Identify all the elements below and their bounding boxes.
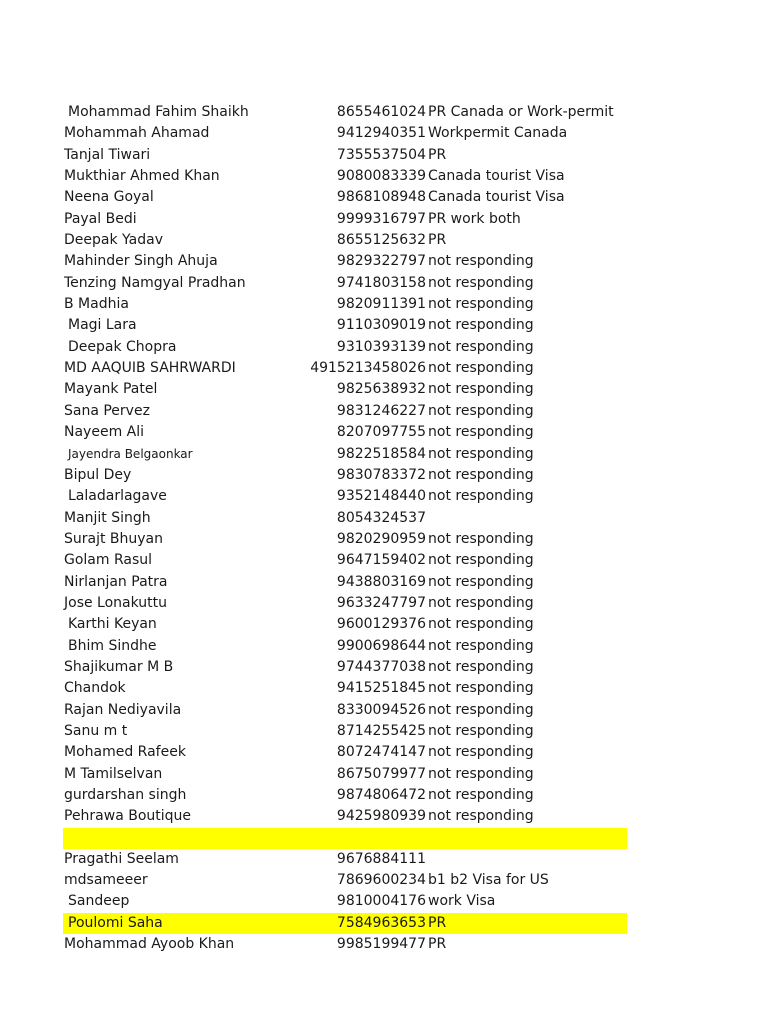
table-row — [63, 444, 627, 465]
contact-phone: 9831246227 — [336, 402, 426, 419]
table-row — [63, 315, 627, 336]
contact-phone: 7355537504 — [336, 146, 426, 163]
table-row — [63, 785, 627, 806]
contact-note: not responding — [428, 381, 534, 398]
contact-note: not responding — [428, 573, 534, 590]
table-row — [63, 337, 627, 358]
table-row — [63, 891, 627, 912]
contact-note: not responding — [428, 530, 534, 547]
contact-phone: 9999316797 — [336, 210, 426, 227]
highlighted-row — [63, 913, 627, 934]
contact-note: PR work both — [428, 210, 521, 227]
table-row — [63, 294, 627, 315]
contact-phone: 9352148440 — [336, 488, 426, 505]
contact-name: Chandok — [64, 680, 126, 697]
contact-phone: 9868108948 — [336, 189, 426, 206]
contact-note: Canada tourist Visa — [428, 168, 565, 185]
contact-note: not responding — [428, 787, 534, 803]
contact-phone: 9110309019 — [336, 317, 426, 334]
table-row — [63, 465, 627, 486]
contact-note: not responding — [428, 338, 534, 355]
contact-phone: 9633247797 — [336, 594, 426, 611]
contact-name: Sanu m t — [64, 722, 128, 739]
contact-name: Mohammad Ayoob Khan — [64, 936, 235, 953]
contact-phone: 9825638932 — [336, 381, 426, 398]
table-row — [63, 614, 627, 635]
table-row — [63, 700, 627, 721]
contact-name: Mukthiar Ahmed Khan — [64, 168, 220, 185]
table-row — [63, 742, 627, 763]
contact-note: PR — [428, 232, 447, 249]
contact-phone: 9810004176 — [336, 893, 426, 910]
contact-note: not responding — [428, 701, 534, 718]
contact-note: b1 b2 Visa for US — [428, 872, 549, 889]
contact-name: Surajt Bhuyan — [64, 530, 164, 547]
table-row — [63, 529, 627, 550]
table-row — [63, 849, 627, 870]
contact-phone: 8655461024 — [336, 104, 426, 120]
contact-name: Laladarlagave — [68, 488, 167, 505]
table-row — [63, 636, 627, 657]
table-row — [63, 187, 627, 208]
contact-phone: 9822518584 — [336, 445, 426, 462]
contact-note: Canada tourist Visa — [428, 189, 565, 206]
contact-note: not responding — [428, 488, 534, 505]
contact-name: Sana Pervez — [64, 402, 150, 419]
contact-note: not responding — [428, 296, 534, 313]
contact-name: Deepak Chopra — [68, 338, 177, 355]
table-row — [63, 486, 627, 507]
contact-note: PR — [428, 914, 447, 931]
contact-note: work Visa — [428, 893, 496, 910]
contact-note: not responding — [428, 253, 534, 270]
contact-phone: 8675079977 — [336, 765, 426, 782]
contact-note: not responding — [428, 317, 534, 334]
contact-phone: 9741803158 — [336, 274, 426, 291]
contact-note: not responding — [428, 808, 534, 825]
contact-phone: 8714255425 — [336, 722, 426, 739]
table-row — [63, 123, 627, 144]
contact-phone: 9829322797 — [336, 253, 426, 270]
contact-name: Jose Lonakuttu — [64, 594, 168, 611]
contact-note: not responding — [428, 765, 534, 782]
contact-name: MD AAQUIB SAHRWARDI — [64, 360, 236, 377]
contact-phone: 8054324537 — [336, 509, 426, 526]
contact-name: Golam Rasul — [64, 552, 153, 569]
contact-name: Poulomi Saha — [68, 914, 163, 931]
contact-note: not responding — [428, 594, 534, 611]
contact-name: Mohammah Ahamad — [64, 125, 210, 142]
contact-name: Mayank Patel — [64, 381, 158, 398]
table-row — [63, 593, 627, 614]
contact-note: not responding — [428, 552, 534, 569]
table-row — [63, 209, 627, 230]
contact-note: not responding — [428, 466, 534, 483]
contact-name: Pehrawa Boutique — [64, 808, 192, 825]
contact-phone: 9647159402 — [336, 552, 426, 569]
contact-phone: 7584963653 — [336, 914, 426, 931]
table-row — [63, 273, 627, 294]
contact-name: Mohamed Rafeek — [64, 744, 186, 761]
contact-name: Bhim Sindhe — [68, 637, 157, 654]
contact-note: not responding — [428, 424, 534, 441]
contact-name: Bipul Dey — [64, 466, 132, 483]
contact-phone: 9310393139 — [336, 338, 426, 355]
contact-name: Jayendra Belgaonkar — [68, 446, 193, 461]
contact-name: Pragathi Seelam — [64, 850, 179, 867]
table-row — [63, 572, 627, 593]
contact-phone: 9676884111 — [336, 850, 426, 867]
table-row — [63, 230, 627, 251]
contact-phone: 9080083339 — [336, 168, 426, 185]
table-row — [63, 870, 627, 891]
table-row — [63, 401, 627, 422]
contact-name: Payal Bedi — [64, 210, 137, 227]
contact-phone: 9600129376 — [336, 616, 426, 633]
contact-name: gurdarshan singh — [64, 787, 187, 803]
contact-name: Neena Goyal — [64, 189, 154, 206]
contact-name: Sandeep — [68, 893, 130, 910]
contact-name: Karthi Keyan — [68, 616, 157, 633]
contact-note: PR — [428, 146, 447, 163]
contact-name: Magi Lara — [68, 317, 137, 334]
contact-name: Nayeem Ali — [64, 424, 145, 441]
contact-note: not responding — [428, 274, 534, 291]
contact-note: PR Canada or Work-permit — [428, 104, 614, 120]
contact-note: not responding — [428, 658, 534, 675]
contact-name: Manjit Singh — [64, 509, 151, 526]
table-row — [63, 422, 627, 443]
contact-note: not responding — [428, 680, 534, 697]
contact-phone: 9830783372 — [336, 466, 426, 483]
contact-name: Mahinder Singh Ahuja — [64, 253, 218, 270]
contact-name: Tenzing Namgyal Pradhan — [64, 274, 246, 291]
contact-name: Nirlanjan Patra — [64, 573, 168, 590]
contact-name: Mohammad Fahim Shaikh — [68, 104, 249, 120]
contact-note: not responding — [428, 616, 534, 633]
contact-phone: 9820911391 — [336, 296, 426, 313]
table-row — [63, 721, 627, 742]
contact-phone: 9744377038 — [336, 658, 426, 675]
contact-phone: 9985199477 — [336, 936, 426, 953]
contact-note: not responding — [428, 402, 534, 419]
table-row — [63, 806, 627, 827]
contact-note: Workpermit Canada — [428, 125, 568, 142]
contact-note: not responding — [428, 722, 534, 739]
contact-name: M Tamilselvan — [64, 765, 163, 782]
separator-row — [63, 828, 627, 849]
table-row — [63, 379, 627, 400]
table-row — [63, 934, 627, 955]
table-row — [63, 657, 627, 678]
contact-name: Shajikumar M B — [64, 658, 174, 675]
contact-name: Rajan Nediyavila — [64, 701, 182, 718]
contact-note: not responding — [428, 637, 534, 654]
contact-phone: 9874806472 — [336, 787, 426, 803]
contact-phone: 4915213458026 — [310, 360, 426, 377]
contact-name: B Madhia — [64, 296, 129, 313]
contact-phone: 9415251845 — [336, 680, 426, 697]
contact-sheet — [63, 102, 627, 955]
contact-phone: 8655125632 — [336, 232, 426, 249]
contact-note: PR — [428, 936, 447, 953]
contact-note: not responding — [428, 744, 534, 761]
contact-name: mdsameeer — [64, 872, 148, 889]
contact-note: not responding — [428, 360, 534, 377]
table-row — [63, 764, 627, 785]
table-row — [63, 508, 627, 529]
contact-phone: 9900698644 — [336, 637, 426, 654]
contact-note: not responding — [428, 445, 534, 462]
table-row — [63, 251, 627, 272]
table-row — [63, 678, 627, 699]
contact-phone: 8207097755 — [336, 424, 426, 441]
table-row — [63, 358, 627, 379]
contact-name: Tanjal Tiwari — [64, 146, 151, 163]
contact-name: Deepak Yadav — [64, 232, 163, 249]
table-row — [63, 102, 627, 123]
contact-phone: 9820290959 — [336, 530, 426, 547]
contact-phone: 9425980939 — [336, 808, 426, 825]
contact-phone: 9412940351 — [336, 125, 426, 142]
contact-phone: 9438803169 — [336, 573, 426, 590]
table-row — [63, 550, 627, 571]
contact-phone: 8072474147 — [336, 744, 426, 761]
table-row — [63, 145, 627, 166]
table-row — [63, 166, 627, 187]
contact-phone: 7869600234 — [336, 872, 426, 889]
contact-phone: 8330094526 — [336, 701, 426, 718]
